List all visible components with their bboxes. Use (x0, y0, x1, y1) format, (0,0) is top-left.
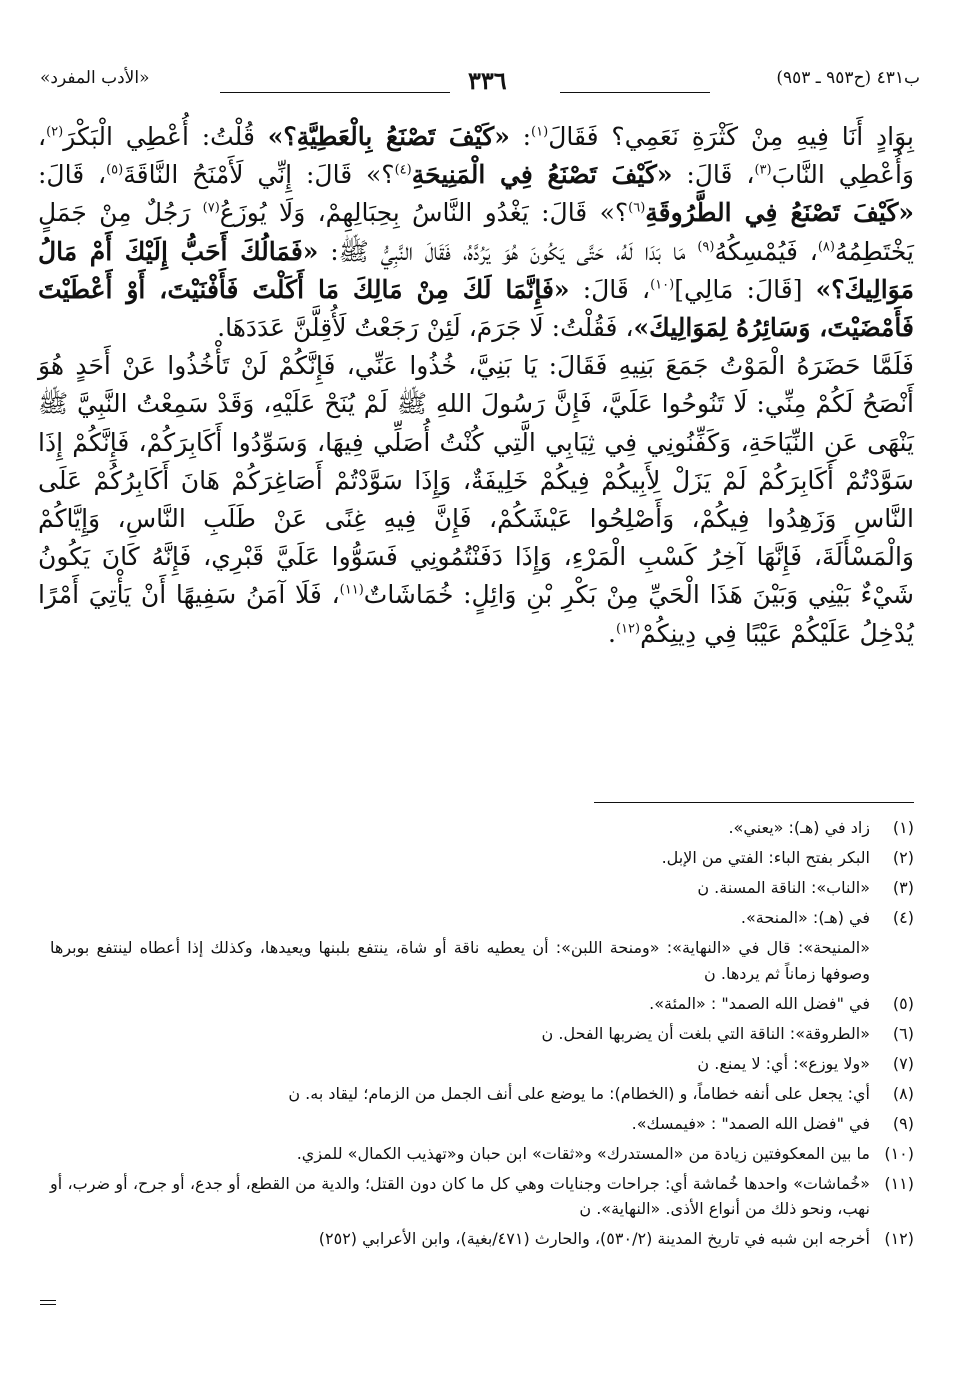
footnote (50, 1111, 914, 1137)
hadith-reference: ب٤٣١ (ح٩٥٣ ـ ٩٥٣) (776, 68, 920, 88)
footnote-number: (٧) (892, 1053, 914, 1073)
footnote-text: ما بين المعكوفتين زيادة من «المستدرك» و«ثقات» ابن حبان و«تهذيب الكمال» للمزي. (296, 1143, 870, 1163)
footnote (50, 1081, 914, 1107)
footnote-text: في "فضل الله الصمد" : «فيمسك». (631, 1113, 870, 1133)
paragraph-2: فَلَمَّا حَضَرَهُ الْمَوْتُ جَمَعَ بَنِيهِ فَقَالَ: يَا بَنِيَّ، خُذُوا عَنِّي، فَإِنَّكُمْ لَنْ تَأْخُذُوا عَنْ أَحَدٍ هُوَ أَنْصَحُ لَكُمْ مِنِّي: لَا تَنُوحُوا عَلَيَّ، فَإِنَّ رَسُولَ اللهِ ﷺ لَمْ يُنَحْ عَلَيْهِ، وَقَدْ سَمِعْتُ النَّبِيَّ ﷺ يَنْهَى عَنِ النِّيَاحَةِ، وَكَفِّنُونِي فِي ثِيَابِي الَّتِي كُنْتُ أُصَلِّي فِيهَا، وَسَوِّدُوا أَكَابِرَكُمْ، فَإِنَّكُمْ إِذَا سَوَّدْتُمْ أَكَابِرَكُمْ لَمْ يَزَلْ لِأَبِيكُمْ فِيكُمْ خَلِيفَةٌ، وَإِذَا سَوَّدْتُمْ أَصَاغِرَكُمْ هَانَ أَكَابِرُكُمْ عَلَى النَّاسِ وَزَهِدُوا فِيكُمْ، وَأَصْلِحُوا عَيْشَكُمْ، فَإِنَّ فِيهِ غِنًى عَنْ طَلَبِ النَّاسِ، وَإِيَّاكُمْ وَالْمَسْأَلَةَ، فَإِنَّهَا آخِرُ كَسْبِ الْمَرْءِ، وَإِذَا دَفَنْتُمُونِي فَسَوُّوا عَلَيَّ قَبْرِي، فَإِنَّهُ كَانَ يَكُونُ شَيْءٌ بَيْنِي وَبَيْنَ هَذَا الْحَيِّ مِنْ بَكْرِ بْنِ وَائِلٍ: خُمَاشَاتٌ$^{(١١)}$، فَلَا آمَنُ سَفِيهًا أَنْ يَأْتِيَ أَمْرًا يُدْخِلُ عَلَيْكُمْ عَيْبًا فِي دِينِكُمْ$^{(١٢)}$. (38, 351, 915, 648)
page-number: ٣٣٦ (468, 66, 507, 95)
footnote-number: (٣) (892, 878, 914, 897)
footnote (50, 875, 914, 901)
footnote-number: (٨) (892, 1083, 914, 1103)
footnote-ref-8[interactable]: (٨) (817, 239, 835, 255)
footnote-ref-10[interactable]: (١٠) (650, 277, 675, 293)
prophet-quote: «كَيْفَ تَصْنَعُ فِي الطَّرُوقَةِ (645, 198, 914, 228)
footnote-number: (٢) (892, 848, 914, 867)
continuation-mark (40, 1304, 56, 1305)
footnote-ref-1[interactable]: (١) (531, 124, 549, 140)
footnote-text: البكر بفتح الباء: الفتي من الإبل. (661, 848, 870, 867)
footnote-text: في "فضل الله الصمد" : «المئة». (649, 993, 870, 1013)
footnote-ref-3[interactable]: (٣) (754, 162, 772, 178)
footnote-text: في (هـ): «المنحة». (740, 908, 870, 927)
footnote (50, 991, 914, 1017)
footnote (50, 1051, 914, 1077)
footnote-number: (٤) (892, 908, 914, 927)
prophet-quote: «فَإِنَّمَا لَكَ مِنْ مَالِكَ مَا أَكَلْتَ فَأَفْنَيْتَ، أَوْ أَعْطَيْتَ فَأَمْضَيْتَ، وَسَائِرُهُ لِمَوَالِيكَ» (38, 274, 914, 343)
header-rule-left (220, 92, 450, 93)
header-rule-right (560, 92, 710, 93)
footnote-ref-11[interactable]: (١١) (339, 583, 364, 599)
footnote-text: «الطروقة»: الناقة التي بلغت أن يضربها الفحل. ن (541, 1023, 870, 1043)
book-title: «الأدب المفرد» (40, 68, 150, 88)
prophet-quote: «فَمَالُكَ أَحَبُّ إِلَيْكَ أَمْ مَالُ مَوَالِيكَ؟» (38, 236, 914, 304)
footnotes (50, 815, 914, 1256)
footnote-text: أي: يجعل على أنفه خطاماً، و (الخطام): ما يوضع على أنف الجمل من الزمام؛ ليقاد به. ن (288, 1083, 870, 1103)
continuation-mark (40, 1300, 56, 1301)
footnote-text: أخرجه ابن شبه في تاريخ المدينة (٥٣٠/٢)، والحارث (٤٧١/بغية)، وابن الأعرابي (٢٥٢) (318, 1229, 870, 1248)
footnote-ref-2[interactable]: (٢) (46, 124, 64, 140)
footnote-number: (١١) (884, 1173, 914, 1193)
footnote-text: زاد في (هـ): «يعني». (728, 818, 870, 837)
footnote-text: «خُماشات» واحدها خُماشة أي: جراحات وجنايات وهي كل ما كان دون القتل؛ والدية من القطع، أو جدع، أو جرح، أو ضرب، أو نهب، ونحو ذلك من أنواع الأذى. «النهاية». ن (50, 1173, 870, 1218)
footnote-number: (١٠) (884, 1143, 914, 1163)
footnote (50, 1141, 914, 1167)
footnote-text: «الناب»: الناقة المسنة. ن (697, 878, 870, 897)
footnote (50, 1226, 914, 1252)
footnote-continuation: «المنيحة»: قال في «النهاية»: «ومنحة اللبن»: أن يعطيه ناقة أو شاة، ينتفع بلبنها ويعيدها، وكذلك إذا أعطاه لينتفع بوبرها وصوفها زماناً ثم يردها. ن (50, 938, 870, 983)
footnote-separator (594, 802, 914, 803)
prophet-quote: «كَيْفَ تَصْنَعُ بِالْعَطِيَّةِ؟» (267, 122, 510, 151)
footnote (50, 1171, 914, 1222)
footnote-ref-7[interactable]: (٧) (202, 201, 220, 217)
footnote-number: (٦) (892, 1023, 914, 1043)
paragraph-1: بِوَادٍ أَنَا فِيهِ مِنْ كَثْرَةِ نَعَمِي؟ فَقَالَ$^{(١)}$: «كَيْفَ تَصْنَعُ بِالْعَطِيَّةِ؟» قُلْتُ: أُعْطِي الْبَكْرَ$^{(٢)}$، وَأُعْطِي النَّابَ$^{(٣)}$، قَالَ: «كَيْفَ تَصْنَعُ فِي الْمَنِيحَةِ$^{(٤)}$؟» قَالَ: إِنِّي لَأَمْنَحُ النَّاقَةَ$^{(٥)}$، قَالَ: «كَيْفَ تَصْنَعُ فِي الطَّرُوقَةِ$^{(٦)}$؟» قَالَ: يَغْدُو النَّاسُ بِحِبَالِهِمْ، وَلَا يُوزَعُ$^{(٧)}$ رَجُلٌ مِنْ جَمَلٍ يَخْتَطِمُهُ$^{(٨)}$، فَيُمْسِكُهُ$^{(٩)}$ مَا بَدَا لَهُ، حَتَّى يَكُونَ هُوَ يَرُدَّهُ، فَقَالَ النَّبِيُّ ﷺ: «فَمَالُكَ أَحَبُّ إِلَيْكَ أَمْ مَالُ مَوَالِيكَ؟» [قَالَ: مَالِي]$^{(١٠)}$، قَالَ: «فَإِنَّمَا لَكَ مِنْ مَالِكَ مَا أَكَلْتَ فَأَفْنَيْتَ، أَوْ أَعْطَيْتَ فَأَمْضَيْتَ، وَسَائِرُهُ لِمَوَالِيكَ»، فَقُلْتُ: لَا جَرَمَ، لَئِنْ رَجَعْتُ لَأُقِلَّنَّ عَدَدَهَا. (38, 122, 914, 343)
footnote-number: (١٢) (884, 1229, 914, 1248)
page-header (40, 68, 920, 108)
footnote-text: «ولا يوزع»: أي: لا يمنع. ن (697, 1053, 870, 1073)
footnote-ref-5[interactable]: (٥) (106, 162, 124, 178)
prophet-quote: «كَيْفَ تَصْنَعُ فِي الْمَنِيحَةِ (411, 160, 673, 190)
footnote-number: (١) (892, 818, 914, 837)
footnote-number: (٥) (892, 993, 914, 1013)
footnote (50, 1021, 914, 1047)
footnote-ref-12[interactable]: (١٢) (615, 621, 641, 637)
footnote-ref-6[interactable]: (٦) (628, 201, 646, 217)
main-text (38, 118, 914, 653)
footnote (50, 815, 914, 841)
footnote-ref-4[interactable]: (٤) (394, 162, 412, 178)
footnote-ref-9[interactable]: (٩) (697, 239, 715, 255)
footnote-number: (٩) (892, 1113, 914, 1133)
footnote (50, 845, 914, 871)
footnote (50, 905, 914, 931)
